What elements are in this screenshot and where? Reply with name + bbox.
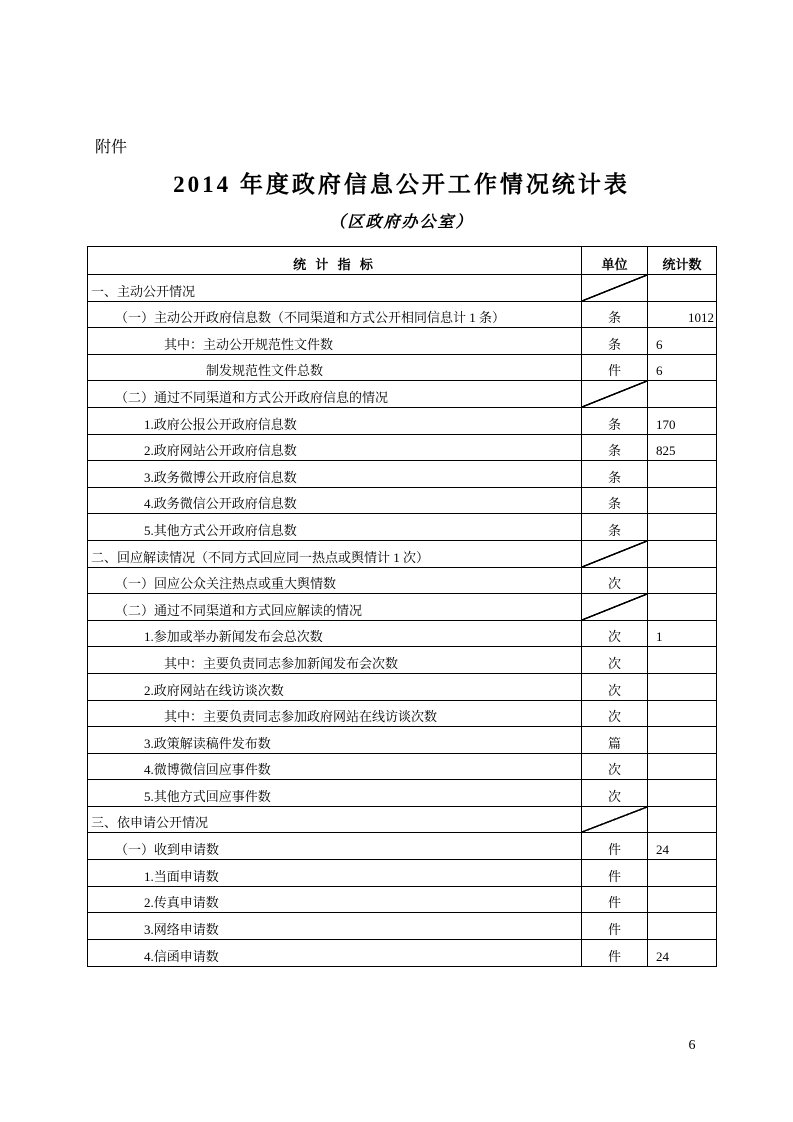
indicator-cell [88,727,582,753]
indicator-label: 4.微博微信回应事件数 [144,762,271,778]
indicator-label: 1.政府公报公开政府信息数 [144,416,297,432]
indicator-cell [88,940,582,967]
unit-cell-diagonal-slash [582,541,648,567]
unit-cell: 条 [582,488,648,514]
table-row [88,860,716,887]
count-cell [648,913,716,939]
count-cell [648,807,716,833]
count-cell [648,887,716,913]
table-row [88,833,716,860]
count-cell [648,727,716,753]
indicator-label: 4.信函申请数 [144,949,219,965]
indicator-label: （二）通过不同渠道和方式回应解读的情况 [115,602,363,618]
table-row [88,355,716,382]
count-cell [648,674,716,700]
table-row [88,488,716,515]
indicator-label: 1.参加或举办新闻发布会总次数 [144,629,323,645]
indicator-cell [88,302,582,328]
indicator-cell [88,568,582,594]
count-cell [648,647,716,673]
indicator-label: 三、依申请公开情况 [91,815,209,831]
unit-cell: 条 [582,435,648,461]
unit-cell: 次 [582,568,648,594]
table-row [88,461,716,488]
unit-cell: 篇 [582,727,648,753]
table-row [88,913,716,940]
count-cell [648,381,716,407]
table-row [88,701,716,728]
indicator-label: 3.网络申请数 [144,921,219,937]
unit-cell: 次 [582,754,648,780]
indicator-cell [88,594,582,620]
table-header-row [88,247,716,275]
statistics-table [87,246,717,967]
indicator-label: （一）回应公众关注热点或重大舆情数 [115,576,337,592]
header-count-cell: 统计数 [662,257,702,272]
table-row [88,275,716,302]
count-cell: 24 [656,842,669,858]
table-row [88,408,716,435]
table-row [88,940,716,967]
table-row [88,780,716,807]
indicator-label: （一）主动公开政府信息数（不同渠道和方式公开相同信息计 1 条） [115,310,506,326]
table-body [88,275,716,966]
indicator-label: 2.政府网站公开政府信息数 [144,443,297,459]
indicator-cell [88,647,582,673]
indicator-label: 5.其他方式回应事件数 [144,788,271,804]
count-cell: 24 [656,949,669,965]
indicator-cell [88,408,582,434]
indicator-cell [88,807,582,833]
count-cell [648,461,716,487]
count-cell [648,275,716,301]
unit-cell: 条 [582,514,648,540]
count-cell [648,780,716,806]
table-row [88,674,716,701]
indicator-label: （一）收到申请数 [115,842,220,858]
unit-cell: 件 [582,355,648,381]
count-cell [648,514,716,540]
page-number: 6 [688,1038,696,1053]
unit-cell: 件 [582,860,648,886]
unit-cell: 件 [582,887,648,913]
header-indicator-cell: 统 计 指 标 [88,247,582,274]
indicator-label: 4.政务微信公开政府信息数 [144,496,297,512]
unit-cell: 次 [582,701,648,727]
indicator-cell [88,913,582,939]
document-subtitle: （区政府办公室） [329,214,474,231]
table-row [88,807,716,834]
unit-cell: 次 [582,647,648,673]
table-row [88,647,716,674]
indicator-cell [88,887,582,913]
table-row [88,621,716,648]
table-row [88,594,716,621]
count-cell [648,754,716,780]
unit-cell-diagonal-slash [582,594,648,620]
document-title: 2014 年度政府信息公开工作情况统计表 [173,172,630,197]
unit-cell-diagonal-slash [582,275,648,301]
count-cell: 1012 [688,310,714,326]
header-unit-cell: 单位 [582,247,648,274]
indicator-label: 3.政策解读稿件发布数 [144,735,271,751]
indicator-cell [88,514,582,540]
unit-cell: 条 [582,328,648,354]
unit-cell: 次 [582,780,648,806]
count-cell [648,701,716,727]
indicator-label: 其中：主要负责同志参加政府网站在线访谈次数 [164,709,438,725]
unit-cell: 件 [582,833,648,859]
unit-cell: 条 [582,461,648,487]
indicator-label: 二、回应解读情况（不同方式回应同一热点或舆情计 1 次） [91,549,430,565]
indicator-label: （二）通过不同渠道和方式公开政府信息的情况 [115,389,389,405]
indicator-cell [88,461,582,487]
count-cell: 1 [656,629,663,645]
indicator-label: 一、主动公开情况 [91,283,196,299]
indicator-cell [88,833,582,859]
table-row [88,568,716,595]
indicator-cell [88,275,582,301]
indicator-cell [88,328,582,354]
indicator-cell [88,381,582,407]
count-cell: 170 [656,416,676,432]
indicator-label: 5.其他方式公开政府信息数 [144,522,297,538]
table-row [88,302,716,329]
table-row [88,754,716,781]
count-cell: 6 [656,336,663,352]
indicator-cell [88,860,582,886]
attachment-label: 附件 [95,139,128,156]
unit-cell: 件 [582,940,648,967]
indicator-cell [88,488,582,514]
indicator-cell [88,435,582,461]
indicator-cell [88,754,582,780]
indicator-label: 其中：主要负责同志参加新闻发布会次数 [164,655,399,671]
indicator-label: 1.当面申请数 [144,868,219,884]
indicator-cell [88,780,582,806]
indicator-label: 2.传真申请数 [144,895,219,911]
count-cell [648,860,716,886]
indicator-label: 制发规范性文件总数 [206,363,324,379]
count-cell [648,568,716,594]
table-row [88,541,716,568]
unit-cell: 次 [582,674,648,700]
unit-cell: 条 [582,408,648,434]
unit-cell-diagonal-slash [582,381,648,407]
unit-cell: 条 [582,302,648,328]
indicator-cell [88,674,582,700]
indicator-cell [88,355,582,381]
indicator-cell [88,621,582,647]
table-row [88,514,716,541]
count-cell [648,594,716,620]
indicator-cell [88,701,582,727]
count-cell: 6 [656,363,663,379]
table-row [88,727,716,754]
count-cell [648,488,716,514]
table-row [88,381,716,408]
count-cell [648,541,716,567]
indicator-label: 3.政务微博公开政府信息数 [144,469,297,485]
unit-cell: 件 [582,913,648,939]
indicator-cell [88,541,582,567]
table-row [88,328,716,355]
table-row [88,887,716,914]
indicator-label: 2.政府网站在线访谈次数 [144,682,284,698]
table-row [88,435,716,462]
count-cell: 825 [656,443,676,459]
unit-cell-diagonal-slash [582,807,648,833]
indicator-label: 其中：主动公开规范性文件数 [164,336,334,352]
unit-cell: 次 [582,621,648,647]
